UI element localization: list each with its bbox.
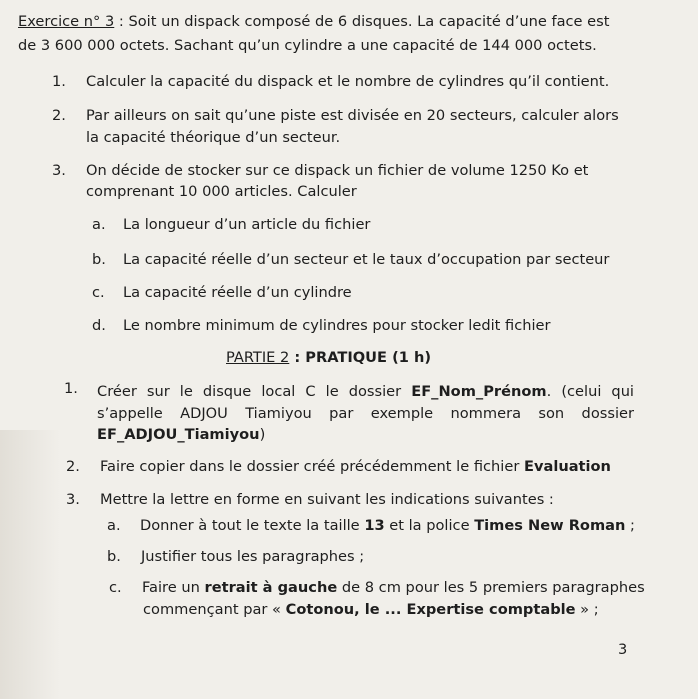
subitem-text: La capacité réelle d’un secteur et le taux d’occupation par secteur <box>123 251 610 268</box>
subitem-text: Faire un retrait à gauche de 8 cm pour les 5 premiers paragraphes <box>142 579 645 596</box>
item-text: Faire copier dans le dossier créé précédemment le fichier Evaluation <box>100 458 611 475</box>
subitem-text: Le nombre minimum de cylindres pour stocker ledit fichier <box>123 317 551 334</box>
item-text: comprenant 10 000 articles. Calculer <box>86 183 357 200</box>
item-number: 2. <box>66 458 80 475</box>
exercise-intro-line2: de 3 600 000 octets. Sachant qu’un cylindre a une capacité de 144 000 octets. <box>18 37 597 54</box>
page-number: 3 <box>618 641 628 658</box>
page-shadow <box>0 430 60 699</box>
subitem-letter: d. <box>92 317 106 334</box>
subitem-text: La capacité réelle d’un cylindre <box>123 284 352 301</box>
item-number: 2. <box>52 107 66 124</box>
item-number: 1. <box>64 380 78 397</box>
subitem-letter: c. <box>109 579 122 596</box>
subitem-letter: a. <box>107 517 121 534</box>
subitem-text: commençant par « Cotonou, le ... Expertise comptable » ; <box>143 601 599 618</box>
item-text: Calculer la capacité du dispack et le nombre de cylindres qu’il contient. <box>86 73 610 90</box>
subitem-letter: b. <box>107 548 121 565</box>
item-number: 3. <box>52 162 66 179</box>
item-number: 3. <box>66 491 80 508</box>
subitem-letter: b. <box>92 251 106 268</box>
item-text: s’appelle ADJOU Tiamiyou par exemple nommera son dossier <box>97 405 634 422</box>
item-text: la capacité théorique d’un secteur. <box>86 129 341 146</box>
item-number: 1. <box>52 73 66 90</box>
item-text: On décide de stocker sur ce dispack un fichier de volume 1250 Ko et <box>86 162 589 179</box>
item-text: Créer sur le disque local C le dossier EF_Nom_Prénom. (celui qui <box>97 383 634 400</box>
exercise-label: Exercice n° 3 <box>18 13 115 30</box>
item-text: EF_ADJOU_Tiamiyou) <box>97 426 266 443</box>
subitem-text: Justifier tous les paragraphes ; <box>141 548 365 565</box>
part2-title: PARTIE 2 : PRATIQUE (1 h) <box>226 349 432 366</box>
item-text: Mettre la lettre en forme en suivant les indications suivantes : <box>100 491 554 508</box>
subitem-text: Donner à tout le texte la taille 13 et la police Times New Roman ; <box>140 517 635 534</box>
subitem-letter: a. <box>92 216 106 233</box>
subitem-text: La longueur d’un article du fichier <box>123 216 371 233</box>
item-text: Par ailleurs on sait qu’une piste est divisée en 20 secteurs, calculer alors <box>86 107 619 124</box>
exercise-intro-line1: Exercice n° 3 : Soit un dispack composé de 6 disques. La capacité d’une face est <box>18 13 610 30</box>
subitem-letter: c. <box>92 284 105 301</box>
